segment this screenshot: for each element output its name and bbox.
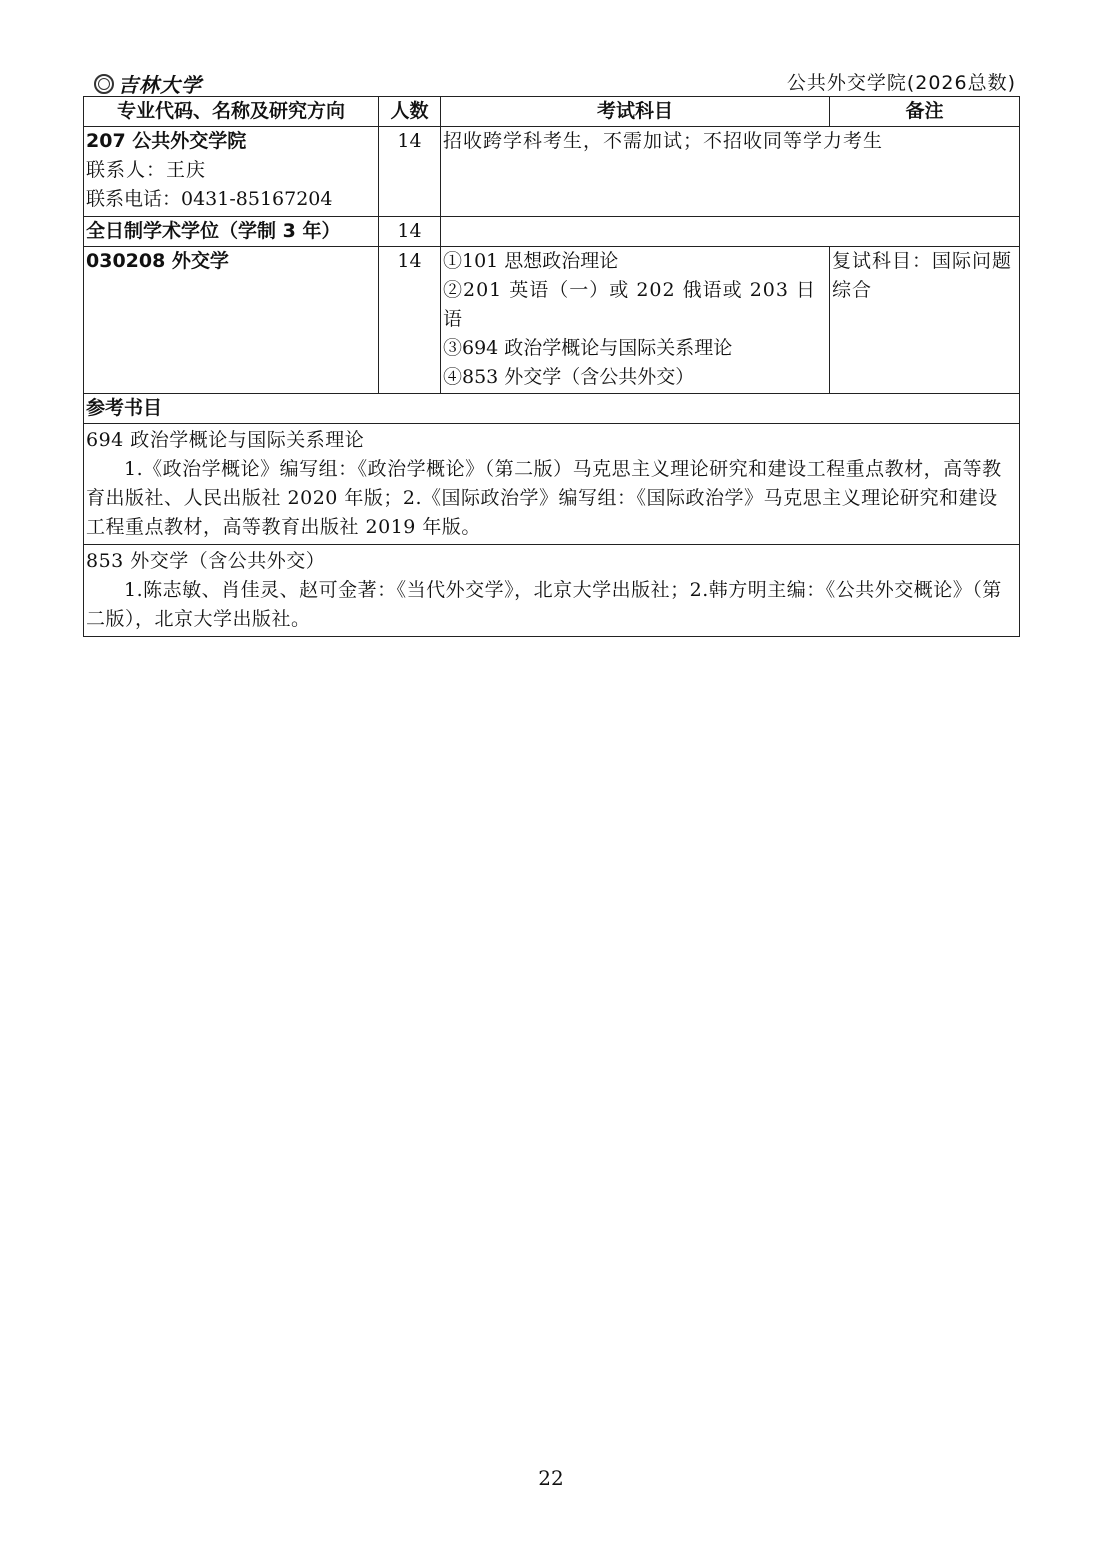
school-name: 207 公共外交学院	[86, 130, 247, 152]
column-header: 专业代码、名称及研究方向	[84, 97, 379, 127]
degree-empty	[441, 217, 1020, 247]
column-header: 备注	[830, 97, 1020, 127]
degree-name: 全日制学术学位（学制 3 年）	[84, 217, 379, 247]
logo-text: 吉林大学	[118, 73, 202, 97]
school-cell	[84, 127, 379, 217]
subject-item: ①101 思想政治理论	[443, 250, 619, 272]
ref-row	[84, 545, 1020, 637]
school-contact: 联系人：王庆	[86, 159, 207, 181]
major-count: 14	[379, 247, 441, 394]
university-logo	[94, 69, 202, 98]
admissions-table	[83, 96, 1020, 637]
major-remark: 复试科目：国际问题综合	[830, 247, 1020, 394]
seal-icon	[94, 74, 114, 94]
column-header: 考试科目	[441, 97, 830, 127]
page-header	[84, 66, 1018, 96]
ref-cell	[84, 424, 1020, 545]
column-header: 人数	[379, 97, 441, 127]
school-row	[84, 127, 1020, 217]
major-name: 030208 外交学	[84, 247, 379, 394]
table-header-row	[84, 97, 1020, 127]
subject-item: ④853 外交学（含公共外交）	[443, 366, 695, 388]
school-phone: 联系电话：0431-85167204	[86, 188, 333, 210]
school-count: 14	[379, 127, 441, 217]
refs-title: 参考书目	[84, 394, 1020, 424]
subject-item: ③694 政治学概论与国际关系理论	[443, 337, 733, 359]
school-note: 招收跨学科考生，不需加试；不招收同等学力考生	[441, 127, 1020, 217]
page-number: 22	[538, 1466, 564, 1490]
major-subjects	[441, 247, 830, 394]
subject-item: ②201 英语（一）或 202 俄语或 203 日语	[443, 279, 816, 330]
ref-text: 1.陈志敏、肖佳灵、赵可金著：《当代外交学》，北京大学出版社；2.韩方明主编：《公共外交概论》（第二版），北京大学出版社。	[86, 579, 1002, 630]
degree-row	[84, 217, 1020, 247]
ref-row	[84, 424, 1020, 545]
degree-count: 14	[379, 217, 441, 247]
ref-title: 694 政治学概论与国际关系理论	[86, 429, 365, 451]
header-title: 公共外交学院(2026总数)	[786, 72, 1016, 94]
ref-cell	[84, 545, 1020, 637]
ref-title: 853 外交学（含公共外交）	[86, 550, 326, 572]
ref-text: 1.《政治学概论》编写组：《政治学概论》（第二版）马克思主义理论研究和建设工程重点教材，高等教育出版社、人民出版社 2020 年版；2.《国际政治学》编写组：《国际政治学》马克思主义理论研究和建设工程重点教材，高等教育出版社 2019 年版。	[86, 458, 1002, 538]
major-row	[84, 247, 1020, 394]
refs-title-row	[84, 394, 1020, 424]
